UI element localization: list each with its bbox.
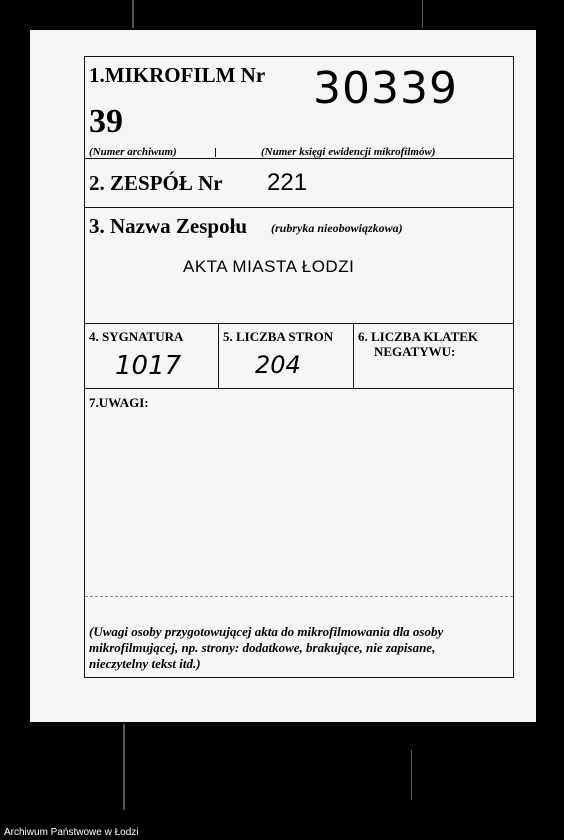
film-scratch-top-right <box>422 0 423 28</box>
nazwa-zespolu-label: 3. Nazwa Zespołu <box>89 214 248 238</box>
zespol-label: 2. ZESPÓŁ Nr <box>89 171 223 195</box>
liczba-stron-value: 204 <box>255 351 301 379</box>
uwagi-label: 7.UWAGI: <box>89 395 149 410</box>
archive-number-caption: (Numer archiwum) <box>89 146 177 158</box>
film-scratch-bottom <box>123 724 125 810</box>
archive-number: 39 <box>89 103 123 140</box>
rule-before-note <box>85 596 513 597</box>
caption-divider-tick <box>215 148 216 157</box>
liczba-stron-label: 5. LICZBA STRON <box>223 329 334 344</box>
microfilm-card <box>30 30 536 722</box>
nazwa-zespolu-caption: (rubryka nieobowiązkowa) <box>271 221 403 235</box>
sygnatura-value: 1017 <box>115 351 182 381</box>
card-form-grid <box>84 56 514 678</box>
uwagi-note-line-2: mikrofilmującej, np. strony: dodatkowe, brakujące, nie zapisane, <box>89 640 436 655</box>
rule-col-2 <box>218 323 219 388</box>
negatywu-label: NEGATYWU: <box>374 344 456 359</box>
rule-col-3 <box>353 323 354 388</box>
rule-after-nazwa <box>85 323 513 324</box>
liczba-klatek-label: 6. LICZBA KLATEK <box>358 329 479 344</box>
rule-after-sygnatura <box>85 388 513 389</box>
nazwa-zespolu-value: AKTA MIASTA ŁODZI <box>183 257 355 276</box>
uwagi-note-line-1: (Uwagi osoby przygotowującej akta do mikrofilmowania dla osoby <box>89 624 444 639</box>
archive-name-footer: Archiwum Państwowe w Łodzi <box>4 827 139 838</box>
mikrofilm-label: 1.MIKROFILM Nr <box>89 63 266 87</box>
mikrofilm-number: 30339 <box>313 63 458 114</box>
film-scratch-top <box>132 0 134 28</box>
rule-after-zespol <box>85 207 513 208</box>
rule-after-mikrofilm <box>85 158 513 159</box>
sygnatura-label: 4. SYGNATURA <box>89 329 184 344</box>
zespol-number: 221 <box>267 169 308 196</box>
film-scratch-bottom-right <box>411 750 412 800</box>
ledger-number-caption: (Numer księgi ewidencji mikrofilmów) <box>261 146 436 158</box>
uwagi-note-line-3: nieczytelny tekst itd.) <box>89 656 201 671</box>
